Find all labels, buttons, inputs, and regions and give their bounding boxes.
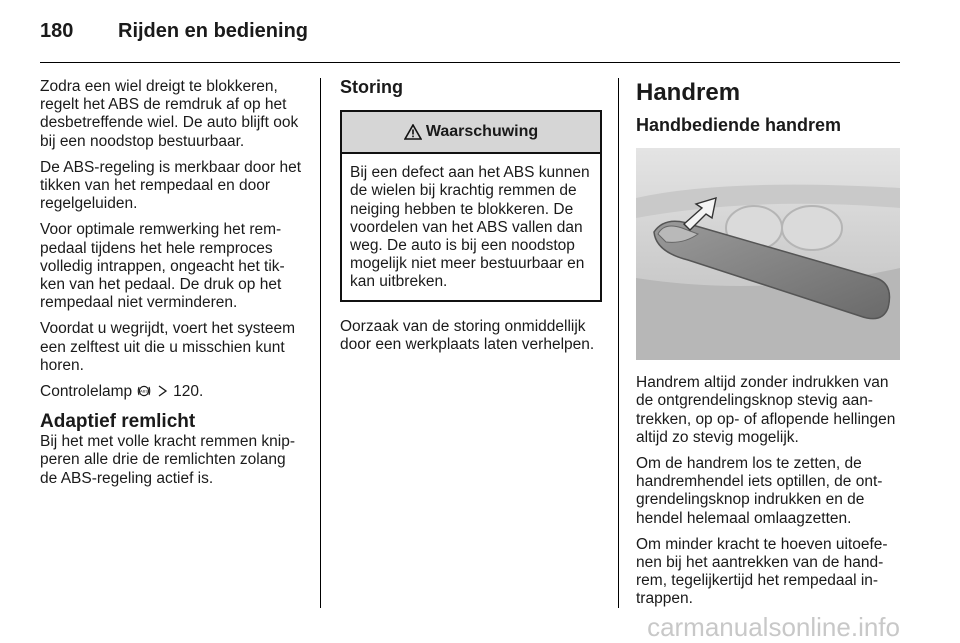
lamp-label: Controlelamp bbox=[40, 383, 133, 401]
paragraph: Zodra een wiel dreigt te blokkeren, regelt het ABS de remdruk af op het desbetreffende wiel. De auto blijft ook bij een noodstop bestuurbaar. bbox=[40, 78, 299, 150]
section-heading: Storing bbox=[340, 77, 403, 97]
paragraph: Handrem altijd zonder indrukken van de ontgrendelingsknop stevig aan-trekken, op op- of aflopende hellingen altijd zo stevig mogelijk. bbox=[636, 374, 896, 446]
page-title: Rijden en bediening bbox=[118, 20, 309, 42]
column-middle bbox=[340, 78, 602, 362]
paragraph: De ABS-regeling is merkbaar door het tikken van het rempedaal en door regelgeluiden. bbox=[40, 158, 302, 213]
paragraph: Bij het met volle kracht remmen knip-peren alle drie de remlichten zolang de ABS-regeling actief is. bbox=[40, 433, 295, 487]
svg-text:ABS: ABS bbox=[139, 388, 148, 394]
column-divider bbox=[618, 78, 619, 608]
paragraph: Voordat u wegrijdt, voert het systeem een zelftest uit die u misschien kunt horen. bbox=[40, 320, 296, 374]
page-ref-arrow-icon[interactable] bbox=[155, 384, 169, 398]
warning-text: Bij een defect aan het ABS kunnen de wielen bij krachtig remmen de neiging hebben te blokkeren. De voordelen van het ABS vallen dan weg. De auto is bij een noodstop mogelijk niet meer bestuurbaar en kan uitbreken. bbox=[350, 164, 590, 291]
paragraph bbox=[40, 383, 306, 401]
section-heading: Handrem bbox=[636, 79, 741, 106]
column-left bbox=[40, 78, 306, 496]
paragraph: Om minder kracht te hoeven uitoefe-nen bij het aantrekken van de hand-rem, tegelijkertijd het rempedaal in-trappen. bbox=[636, 535, 888, 608]
watermark: carmanualsonline.info bbox=[647, 612, 900, 642]
handbrake-photo bbox=[636, 148, 900, 360]
abs-lamp-icon bbox=[137, 384, 151, 398]
subsection-heading: Handbediende handrem bbox=[636, 115, 842, 135]
page-number: 180 bbox=[40, 20, 74, 42]
page-reference[interactable]: 120. bbox=[173, 383, 204, 401]
warning-header bbox=[342, 112, 600, 154]
section-heading: Adaptief remlicht bbox=[40, 411, 196, 433]
column-right bbox=[636, 78, 906, 617]
header-rule bbox=[40, 62, 900, 63]
paragraph: Voor optimale remwerking het rem-pedaal tijdens het hele remproces volledig intrappen, ongeacht het tik-ken van het pedaal. De druk op het rempedaal niet verminderen. bbox=[40, 221, 285, 312]
paragraph: Oorzaak van de storing onmiddellijk door een werkplaats laten verhelpen. bbox=[340, 317, 595, 353]
column-divider bbox=[320, 78, 321, 608]
paragraph: Om de handrem los te zetten, de handremhendel iets optillen, de ont-grendelingsknop indrukken en de hendel helemaal omlaagzetten. bbox=[636, 455, 883, 527]
warning-title: Waarschuwing bbox=[425, 123, 539, 141]
warning-triangle-icon bbox=[404, 124, 422, 140]
warning-box bbox=[340, 110, 602, 301]
